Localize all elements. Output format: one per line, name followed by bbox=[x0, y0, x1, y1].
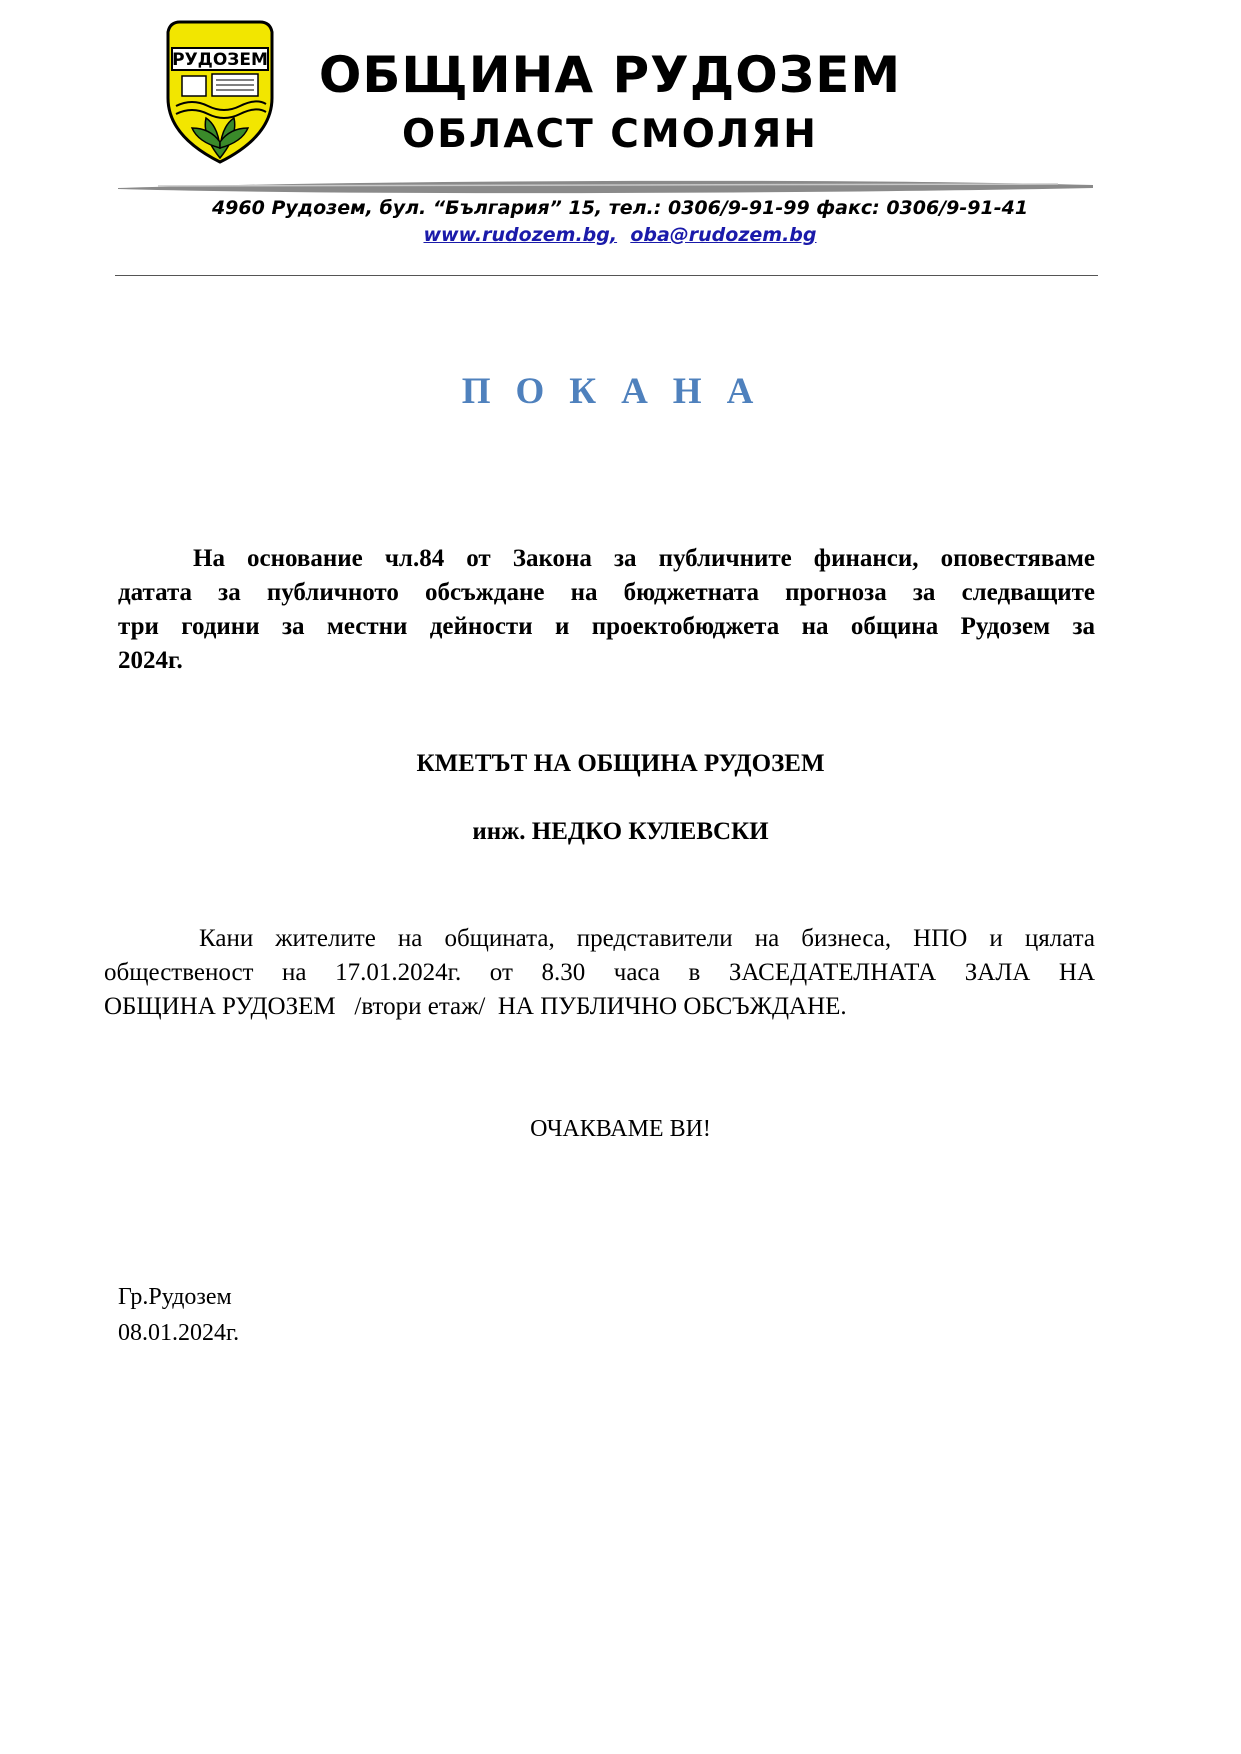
document-title: ПОКАНА bbox=[461, 371, 779, 412]
invite-line: ОБЩИНА РУДОЗЕМ /втори етаж/ НА ПУБЛИЧНО ОБСЪЖДАНЕ. bbox=[104, 993, 847, 1020]
invite-line: общественост на 17.01.2024г. от 8.30 часа в ЗАСЕДАТЕЛНАТА ЗАЛА НА bbox=[104, 959, 1095, 986]
contact-links bbox=[100, 224, 1140, 246]
closing-text: ОЧАКВАМЕ ВИ! bbox=[530, 1116, 711, 1142]
intro-line: датата за публичното обсъждане на бюджетната прогноза за следващите bbox=[118, 579, 1095, 606]
mayor-title: КМЕТЪТ НА ОБЩИНА РУДОЗЕМ bbox=[416, 750, 825, 777]
invite-line: Кани жителите на общината, представители на бизнеса, НПО и цялата bbox=[199, 925, 1095, 952]
org-name: ОБЩИНА РУДОЗЕМ bbox=[318, 46, 902, 104]
mayor-name: инж. НЕДКО КУЛЕВСКИ bbox=[472, 818, 769, 845]
email-link[interactable]: oba@rudozem.bg bbox=[630, 224, 817, 246]
intro-paragraph bbox=[118, 542, 1095, 678]
date: 08.01.2024г. bbox=[118, 1320, 240, 1346]
crest-logo bbox=[162, 18, 278, 166]
crest-label: РУДОЗЕМ bbox=[172, 50, 268, 70]
invitation-paragraph bbox=[104, 922, 1095, 1024]
intro-line: три години за местни дейности и проектобюджета на община Рудозем за bbox=[118, 613, 1095, 640]
intro-line: 2024г. bbox=[118, 647, 183, 674]
region-name: ОБЛАСТ СМОЛЯН bbox=[402, 112, 818, 157]
contact-address: 4960 Рудозем, бул. “България” 15, тел.: 0306/9-91-99 факс: 0306/9-91-41 bbox=[211, 197, 1029, 219]
website-link[interactable]: www.rudozem.bg, bbox=[423, 224, 618, 246]
intro-line: На основание чл.84 от Закона за публичните финанси, оповестяваме bbox=[193, 545, 1095, 572]
header-rule bbox=[115, 275, 1098, 276]
header-divider bbox=[118, 176, 1093, 196]
city: Гр.Рудозем bbox=[118, 1284, 232, 1310]
